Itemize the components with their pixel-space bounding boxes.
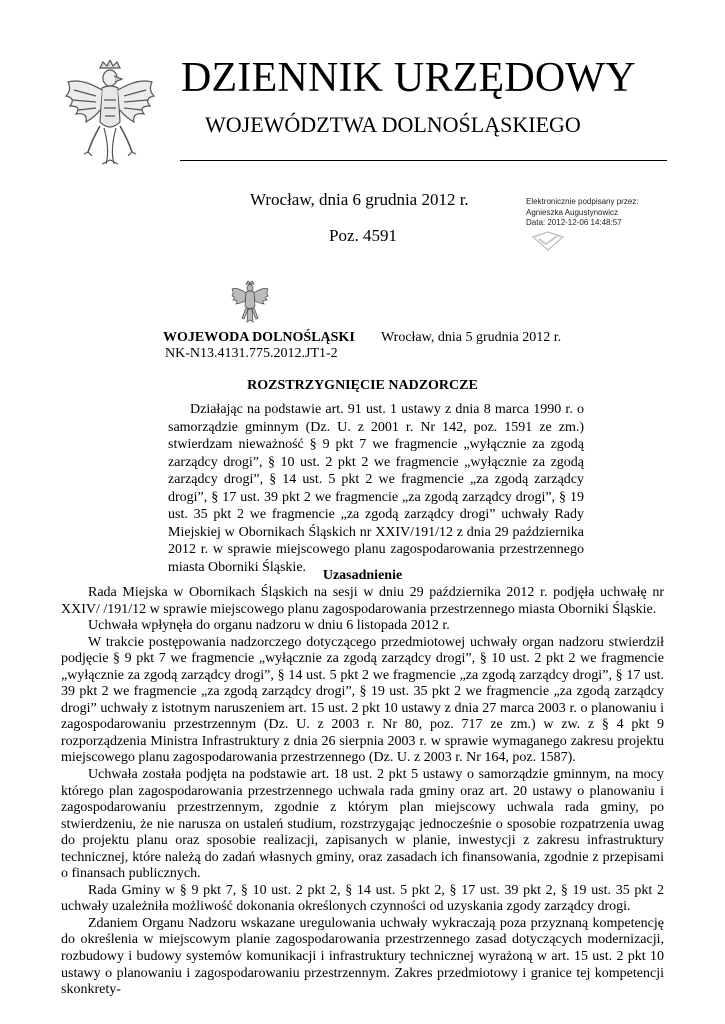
electronic-signature (526, 197, 676, 229)
justification-paragraph: Rada Gminy w § 9 pkt 7, § 10 ust. 2 pkt 2, § 14 ust. 5 pkt 2, § 17 ust. 39 pkt 2, § 19 ust. 35 pkt 2 uchwały uzależniła możliwość dokonania określonych czynności od uzyskania zgody zarządcy drogi. (61, 882, 664, 915)
decision-paragraph: Działając na podstawie art. 91 ust. 1 ustawy z dnia 8 marca 1990 r. o samorządzie gminnym (Dz. U. z 2001 r. Nr 142, poz. 1591 ze zm.) stwierdzam nieważność § 9 pkt 7 we fragmencie „wyłącznie za zgodą zarządcy drogi”, § 10 ust. 2 pkt 2 we fragmencie „wyłącznie za zgodą zarządcy drogi”, § 14 ust. 5 pkt 2 we fragmencie „za zgodą zarządcy drogi”, § 17 ust. 39 pkt 2 we fragmencie „za zgodą zarządcy drogi”, § 19 ust. 35 pkt 2 we fragmencie „za zgodą zarządcy drogi” uchwały Rady Miejskiej w Obornikach Śląskich nr XXIV/191/12 z dnia 29 października 2012 r. w sprawie miejscowego planu zagospodarowania przestrzennego miasta Oborniki Śląskie. (168, 402, 584, 575)
header-divider (180, 160, 667, 161)
signature-date: Data: 2012-12-06 14:48:57 (526, 218, 622, 227)
justification-heading: Uzasadnienie (322, 568, 403, 583)
justification-body (61, 585, 664, 999)
justification-paragraph: Rada Miejska w Obornikach Śląskich na sesji w dniu 29 października 2012 r. podjęła uchwałę nr XXIV/ /191/12 w sprawie miejscowego planu zagospodarowania przestrzennego miasta Oborniki Śląskie. (61, 585, 664, 617)
signature-line: Elektronicznie podpisany przez: (526, 197, 639, 206)
justification-paragraph: W trakcie postępowania nadzorczego dotyczącego przedmiotowej uchwały organ nadzoru stwierdził podjęcie § 9 pkt 7 we fragmencie „wyłącznie za zgodą zarządcy drogi”, § 10 ust. 2 pkt 2 we fragmencie „wyłącznie za zgodą zarządcy drogi”, § 14 ust. 5 pkt 2 we fragmencie „za zgodą zarządcy drogi”, § 17 ust. 39 pkt 2 we fragmencie „za zgodą zarządcy drogi”, § 19 ust. 35 pkt 2 we fragmencie „za zgodą zarządcy drogi” uchwały z istotnym naruszeniem art. 15 ust. 2 pkt 10 ustawy z dnia 27 marca 2003 r. o planowaniu i zagospodarowaniu przestrzennym (Dz. U. z 2003 r. Nr 80, poz. 717 ze zm.) w zw. z § 4 pkt 9 rozporządzenia Ministra Infrastruktury z dnia 26 sierpnia 2003 r. w sprawie wymaganego zakresu projektu miejscowego planu zagospodarowania przestrzennego (Dz. U. z 2003 r. Nr 164, poz. 1587). (61, 634, 664, 766)
issue-date: Wrocław, dnia 5 grudnia 2012 r. (381, 330, 562, 345)
case-reference: NK-N13.4131.775.2012.JT1-2 (165, 346, 338, 361)
publication-date: Wrocław, dnia 6 grudnia 2012 r. (250, 190, 469, 209)
justification-paragraph: Uchwała została podjęta na podstawie art. 18 ust. 2 pkt 5 ustawy o samorządzie gminnym, na mocy którego plan zagospodarowania przestrzennego uchwala rada gminy oraz art. 20 ustawy o planowaniu i zagospodarowaniu przestrzennym, zgodnie z którym plan miejscowy uchwala rada gminy, po stwierdzeniu, że nie narusza on ustaleń studium, rozstrzygając jednocześnie o sposobie rozpatrzenia uwag do projektu planu oraz sposobie realizacji, zapisanych w planie, inwestycji z zakresu infrastruktury technicznej, które należą do zadań własnych gminy, oraz zasadach ich finansowania, zgodnie z przepisami o finansach publicznych. (61, 767, 664, 882)
decision-heading: ROZSTRZYGNIĘCIE NADZORCZE (247, 378, 478, 393)
issuer-name: WOJEWODA DOLNOŚLĄSKI (163, 330, 355, 345)
eagle-emblem-icon (62, 60, 158, 168)
signature-check-icon (531, 231, 565, 251)
signature-signer: Agnieszka Augustynowicz (526, 207, 619, 217)
justification-paragraph: Uchwała wpłynęła do organu nadzoru w dniu 6 listopada 2012 r. (88, 618, 450, 634)
journal-title: DZIENNIK URZĘDOWY (181, 55, 636, 101)
journal-subtitle: WOJEWÓDZTWA DOLNOŚLĄSKIEGO (205, 112, 581, 137)
position-number: Poz. 4591 (329, 226, 397, 245)
decision-text (168, 401, 584, 576)
justification-paragraph: Zdaniem Organu Nadzoru wskazane uregulowania uchwały wykraczają poza przyznaną kompetencję do określenia w miejscowym planie zagospodarowania przestrzennego zasad dotyczących modernizacji, rozbudowy i budowy systemów komunikacji i infrastruktury technicznej wyrażoną w art. 15 ust. 2 pkt 10 ustawy o planowaniu i zagospodarowaniu przestrzennym. Zakres przedmiotowy i granice tej kompetencji skonkrety- (61, 915, 664, 998)
eagle-small-icon (230, 280, 270, 324)
